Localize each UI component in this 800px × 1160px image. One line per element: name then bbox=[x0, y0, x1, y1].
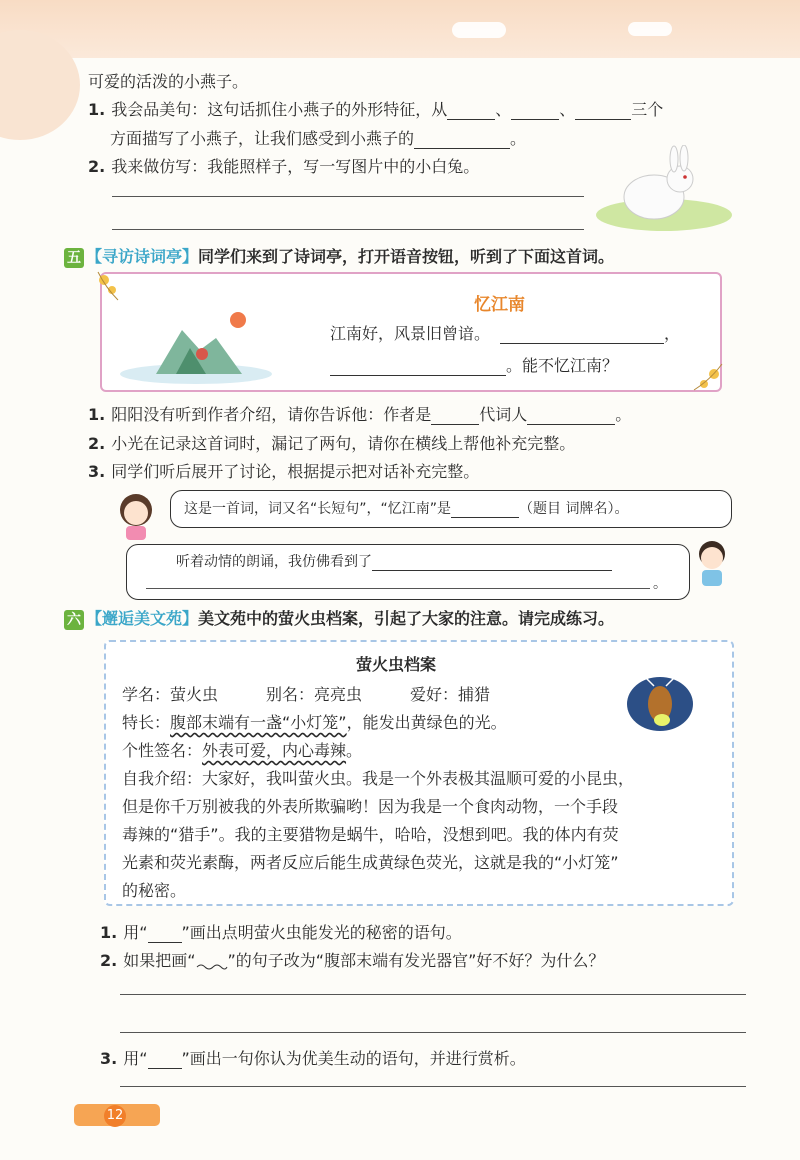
answer-blank[interactable] bbox=[500, 327, 664, 344]
cloud-decoration bbox=[628, 22, 672, 36]
archive-hobby: 爱好：捕猎 bbox=[410, 685, 491, 704]
punctuation: ， bbox=[664, 324, 681, 343]
answer-line[interactable] bbox=[146, 588, 650, 589]
question-number: 3. bbox=[100, 1049, 118, 1068]
bubble-text: （题目 词牌名）。 bbox=[519, 501, 629, 517]
answer-line[interactable] bbox=[112, 196, 584, 197]
q-top-1-cont bbox=[110, 126, 526, 149]
answer-blank[interactable] bbox=[414, 132, 510, 149]
question-text: 阳阳没有听到作者介绍，请你告诉他：作者是 bbox=[111, 405, 432, 424]
poem-title: 忆江南 bbox=[474, 295, 525, 315]
answer-line[interactable] bbox=[120, 994, 746, 995]
archive-name: 学名：萤火虫 bbox=[122, 685, 219, 704]
poem-text: 。能不忆江南？ bbox=[506, 356, 619, 375]
bubble-text: 听着动情的朗诵，我仿佛看到了 bbox=[176, 554, 372, 570]
answer-blank[interactable] bbox=[527, 408, 615, 425]
archive-intro-3: 毒辣的“猎手”。我的主要猎物是蜗牛，哈哈，没想到吧。我的体内有荧 bbox=[122, 825, 619, 844]
straight-line-symbol bbox=[148, 926, 182, 943]
archive-intro-4: 光素和荧光素酶，两者反应后能生成黄绿色荧光，这就是我的“小灯笼” bbox=[122, 853, 619, 872]
answer-line[interactable] bbox=[120, 1032, 746, 1033]
question-number: 3. bbox=[88, 462, 106, 481]
archive-intro-2: 但是你千万别被我的外表所欺骗哟！因为我是一个食肉动物，一个手段 bbox=[122, 797, 619, 816]
wavy-underlined-text: 腹部末端有一盏“小灯笼” bbox=[170, 713, 347, 732]
question-number: 2. bbox=[100, 951, 118, 970]
question-text: 方面描写了小燕子，让我们感受到小燕子的 bbox=[110, 129, 415, 148]
wavy-line-symbol bbox=[196, 957, 228, 971]
q-top-2 bbox=[88, 154, 479, 177]
question-text: 三个 bbox=[631, 100, 664, 119]
s6-q2 bbox=[100, 948, 604, 971]
question-text: ”画出一句你认为优美生动的语句，并进行赏析。 bbox=[181, 1049, 526, 1068]
flower-decoration-icon bbox=[690, 360, 726, 394]
question-text: 用“ bbox=[123, 923, 148, 942]
punctuation: 。 bbox=[346, 741, 363, 760]
straight-line-symbol bbox=[148, 1052, 182, 1069]
archive-skill bbox=[122, 710, 507, 733]
question-text: 同学们听后展开了讨论，根据提示把对话补充完整。 bbox=[111, 462, 480, 481]
section-number-badge: 五 bbox=[64, 248, 84, 268]
archive-alias: 别名：亮亮虫 bbox=[266, 685, 363, 704]
answer-blank[interactable] bbox=[372, 556, 612, 571]
question-text: ”的句子改为“腹部末端有发光器官”好不好？为什么？ bbox=[227, 951, 605, 970]
s6-q1 bbox=[100, 920, 462, 943]
s5-q3 bbox=[88, 459, 479, 482]
q-top-1 bbox=[88, 97, 663, 120]
question-text: 我来做仿写：我能照样子，写一写图片中的小白兔。 bbox=[111, 157, 480, 176]
answer-line[interactable] bbox=[120, 1086, 746, 1087]
poem-line-1 bbox=[330, 321, 680, 344]
label: 个性签名： bbox=[122, 741, 203, 760]
poem-text: 江南好，风景旧曾谙。 bbox=[330, 324, 491, 343]
label: 特长： bbox=[122, 713, 171, 732]
question-number: 2. bbox=[88, 157, 106, 176]
section-tag: 【寻访诗词亭】 bbox=[86, 247, 199, 266]
archive-signature bbox=[122, 738, 362, 761]
page-number: 12 bbox=[104, 1105, 126, 1127]
answer-blank[interactable] bbox=[451, 503, 519, 518]
question-number: 2. bbox=[88, 434, 106, 453]
punctuation: 。 bbox=[510, 129, 527, 148]
boy-avatar bbox=[694, 538, 730, 592]
bubble-2-end: 。 bbox=[653, 576, 667, 592]
poem-line-2 bbox=[330, 353, 618, 376]
question-number: 1. bbox=[88, 100, 106, 119]
rabbit-illustration bbox=[594, 145, 734, 233]
question-text: 如果把画“ bbox=[123, 951, 196, 970]
section-6-heading bbox=[64, 606, 614, 630]
answer-line[interactable] bbox=[112, 229, 584, 230]
cloud-decoration bbox=[452, 22, 506, 38]
punctuation: 。 bbox=[615, 405, 632, 424]
girl-avatar bbox=[116, 490, 156, 540]
archive-text: ，能发出黄绿色的光。 bbox=[346, 713, 507, 732]
section-text: 美文苑中的萤火虫档案，引起了大家的注意。请完成练习。 bbox=[198, 609, 615, 628]
question-text: 小光在记录这首词时，漏记了两句，请你在横线上帮他补充完整。 bbox=[111, 434, 576, 453]
landscape-painting bbox=[116, 308, 276, 386]
intro-line: 可爱的活泼的小燕子。 bbox=[88, 72, 249, 91]
answer-blank[interactable] bbox=[330, 359, 506, 376]
question-text: 我会品美句：这句话抓住小燕子的外形特征，从 bbox=[111, 100, 448, 119]
archive-intro-1: 自我介绍：大家好，我叫萤火虫。我是一个外表极其温顺可爱的小昆虫， bbox=[122, 769, 635, 788]
section-number-badge: 六 bbox=[64, 610, 84, 630]
section-5-heading bbox=[64, 244, 614, 268]
firefly-illustration bbox=[626, 676, 694, 732]
section-tag: 【邂逅美文苑】 bbox=[86, 609, 199, 628]
flower-decoration-icon bbox=[92, 268, 122, 304]
question-number: 1. bbox=[88, 405, 106, 424]
separator: 、 bbox=[559, 100, 576, 119]
bubble-1-text bbox=[184, 498, 628, 518]
answer-blank[interactable] bbox=[511, 103, 559, 120]
question-text: 代词人 bbox=[479, 405, 528, 424]
bubble-2-text bbox=[176, 551, 612, 571]
wavy-underlined-text: 外表可爱，内心毒辣 bbox=[202, 741, 347, 760]
bubble-text: 这是一首词，词又名“长短句”，“忆江南”是 bbox=[184, 501, 452, 517]
archive-intro-5: 的秘密。 bbox=[122, 881, 187, 900]
question-number: 1. bbox=[100, 923, 118, 942]
s5-q1 bbox=[88, 402, 631, 425]
answer-blank[interactable] bbox=[431, 408, 479, 425]
archive-title: 萤火虫档案 bbox=[356, 655, 437, 674]
s5-q2 bbox=[88, 431, 575, 454]
s6-q3 bbox=[100, 1046, 526, 1069]
question-text: 用“ bbox=[123, 1049, 148, 1068]
top-banner bbox=[0, 0, 800, 58]
question-text: ”画出点明萤火虫能发光的秘密的语句。 bbox=[181, 923, 462, 942]
separator: 、 bbox=[495, 100, 512, 119]
answer-blank[interactable] bbox=[575, 103, 631, 120]
answer-blank[interactable] bbox=[447, 103, 495, 120]
section-text: 同学们来到了诗词亭，打开语音按钮，听到了下面这首词。 bbox=[198, 247, 615, 266]
